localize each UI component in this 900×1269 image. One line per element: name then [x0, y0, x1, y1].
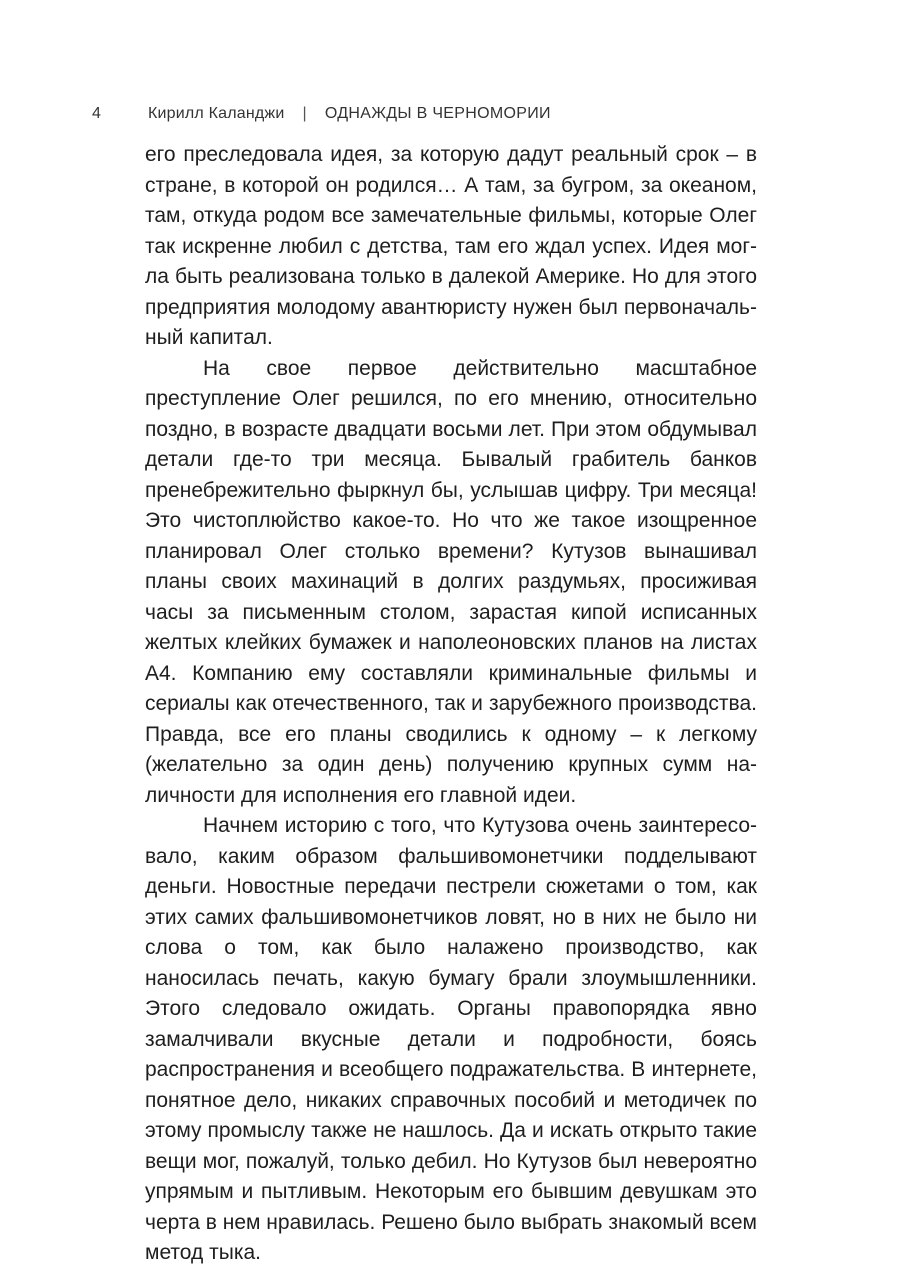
header-separator: |	[302, 105, 307, 122]
body-text	[145, 140, 757, 1269]
paragraph-3: Начнем историю с того, что Кутузова очень заинтересовало, каким образом фальшивомонетчики подделывают деньги. Новостные передачи пестрели сюжетами о том, как этих самих фальшивомонетчиков ловят, но в них не было ни слова о том, как было налажено производство, как наносилась печать, какую бумагу брали злоумышленники. Этого следовало ожидать. Органы правопорядка явно замалчивали вкусные детали и подробности, боясь распространения и всеобщего подражательства. В интернете, понятное дело, никаких справочных пособий и методичек по этому промыслу также не нашлось. Да и искать открыто такие вещи мог, пожалуй, только дебил. Но Кутузов был невероятно упрямым и пытливым. Некоторым его бывшим девушкам это черта в нем нравилась. Решено было выбрать знакомый всем метод тыка.	[145, 814, 757, 1264]
paragraph-2: На свое первое действительно масштабное преступление Олег решился, по его мнению, относительно поздно, в возрасте двадцати восьми лет. При этом обдумывал детали где-то три месяца. Бывалый грабитель банков пренебрежительно фыркнул бы, услышав цифру. Три месяца! Это чистоплюйство какое-то. Но что же такое изощренное планировал Олег столько времени? Кутузов вынашивал планы своих махинаций в долгих раздумьях, просиживая часы за письменным столом, зарастая кипой исписанных желтых клейких бумажек и наполеоновских планов на листах А4. Компанию ему составляли криминальные фильмы и сериалы как отечественного, так и зарубежного производства. Правда, все его планы сводились к одному – к легкому (желательно за один день) получению крупных сумм наличности для исполнения его главной идеи.	[145, 356, 757, 807]
running-header	[92, 100, 551, 128]
page-number: 4	[92, 105, 102, 122]
author-name: Кирилл Каланджи	[148, 105, 285, 122]
paragraph-1: его преследовала идея, за которую дадут реальный срок – в стране, в которой он родился… А там, за бугром, за океаном, там, откуда родом все замечательные фильмы, которые Олег так искренне любил с детства, там его ждал успех. Идея могла быть реализована только в далекой Америке. Но для этого предприятия молодому авантюристу нужен был первоначальный капитал.	[145, 143, 757, 349]
book-title: ОДНАЖДЫ В ЧЕРНОМОРИИ	[324, 105, 551, 122]
